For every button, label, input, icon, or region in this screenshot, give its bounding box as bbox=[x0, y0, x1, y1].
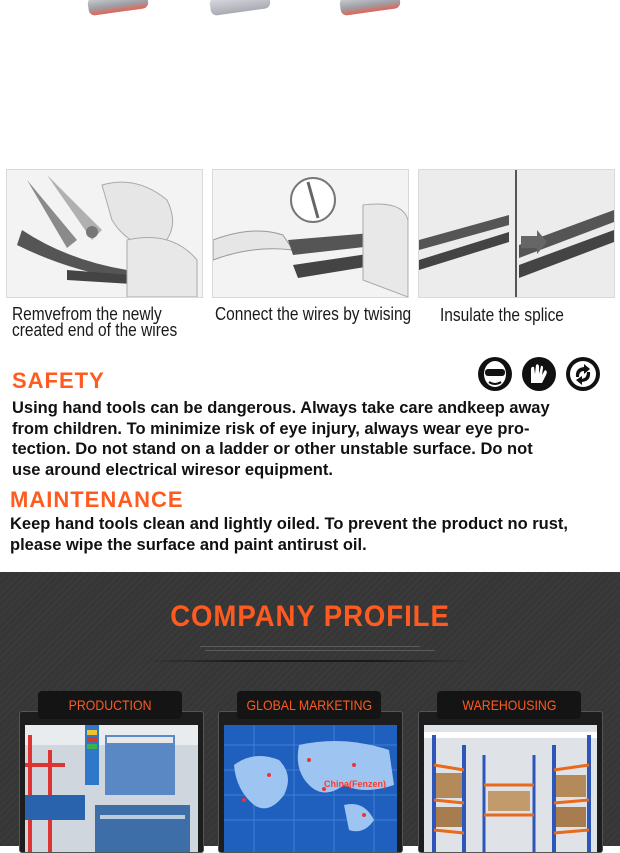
global-marketing-card[interactable] bbox=[218, 711, 403, 853]
product-image-3 bbox=[339, 0, 401, 16]
safety-goggles-icon bbox=[478, 357, 512, 391]
step-2-illustration bbox=[212, 169, 409, 298]
tab-warehousing[interactable]: WAREHOUSING bbox=[437, 691, 581, 719]
safety-text: Using hand tools can be dangerous. Always take care andkeep away from children. To minimize risk of eye injury, always wear eye pro- tection. Do not stand on a ladder or other unstable surface. Do not use around electrical wiresor equipment. bbox=[12, 399, 550, 479]
recycle-icon bbox=[566, 357, 600, 391]
production-image bbox=[25, 725, 198, 852]
tab-production[interactable]: PRODUCTION bbox=[38, 691, 182, 719]
top-product-strip bbox=[0, 0, 620, 20]
step-1-illustration bbox=[6, 169, 203, 298]
company-profile-title: COMPANY PROFILE bbox=[170, 600, 450, 633]
warehousing-card[interactable] bbox=[418, 711, 603, 853]
product-image-1 bbox=[87, 0, 149, 16]
profile-subtext-line-1 bbox=[200, 646, 420, 647]
product-image-2 bbox=[209, 0, 271, 16]
safety-heading: SAFETY bbox=[12, 368, 105, 393]
profile-subtext-line-2 bbox=[205, 650, 435, 651]
map-location-label: China(Fenzen) bbox=[324, 779, 386, 789]
production-card[interactable] bbox=[19, 711, 204, 853]
step-2-caption: Connect the wires by twising bbox=[215, 304, 412, 324]
step-1-caption: Remvefrom the newly created end of the wires bbox=[12, 304, 178, 340]
warehouse-image bbox=[424, 725, 597, 852]
step-3-illustration bbox=[418, 169, 615, 298]
tab-global-marketing[interactable]: GLOBAL MARKETING bbox=[237, 691, 381, 719]
maintenance-text: Keep hand tools clean and lightly oiled. To prevent the product no rust, please wipe the surface and paint antirust oil. bbox=[10, 515, 568, 554]
world-map-image bbox=[224, 725, 397, 852]
maintenance-heading: MAINTENANCE bbox=[10, 487, 184, 512]
profile-divider bbox=[145, 660, 475, 662]
step-3-caption: Insulate the splice bbox=[440, 305, 564, 325]
gloves-icon bbox=[522, 357, 556, 391]
